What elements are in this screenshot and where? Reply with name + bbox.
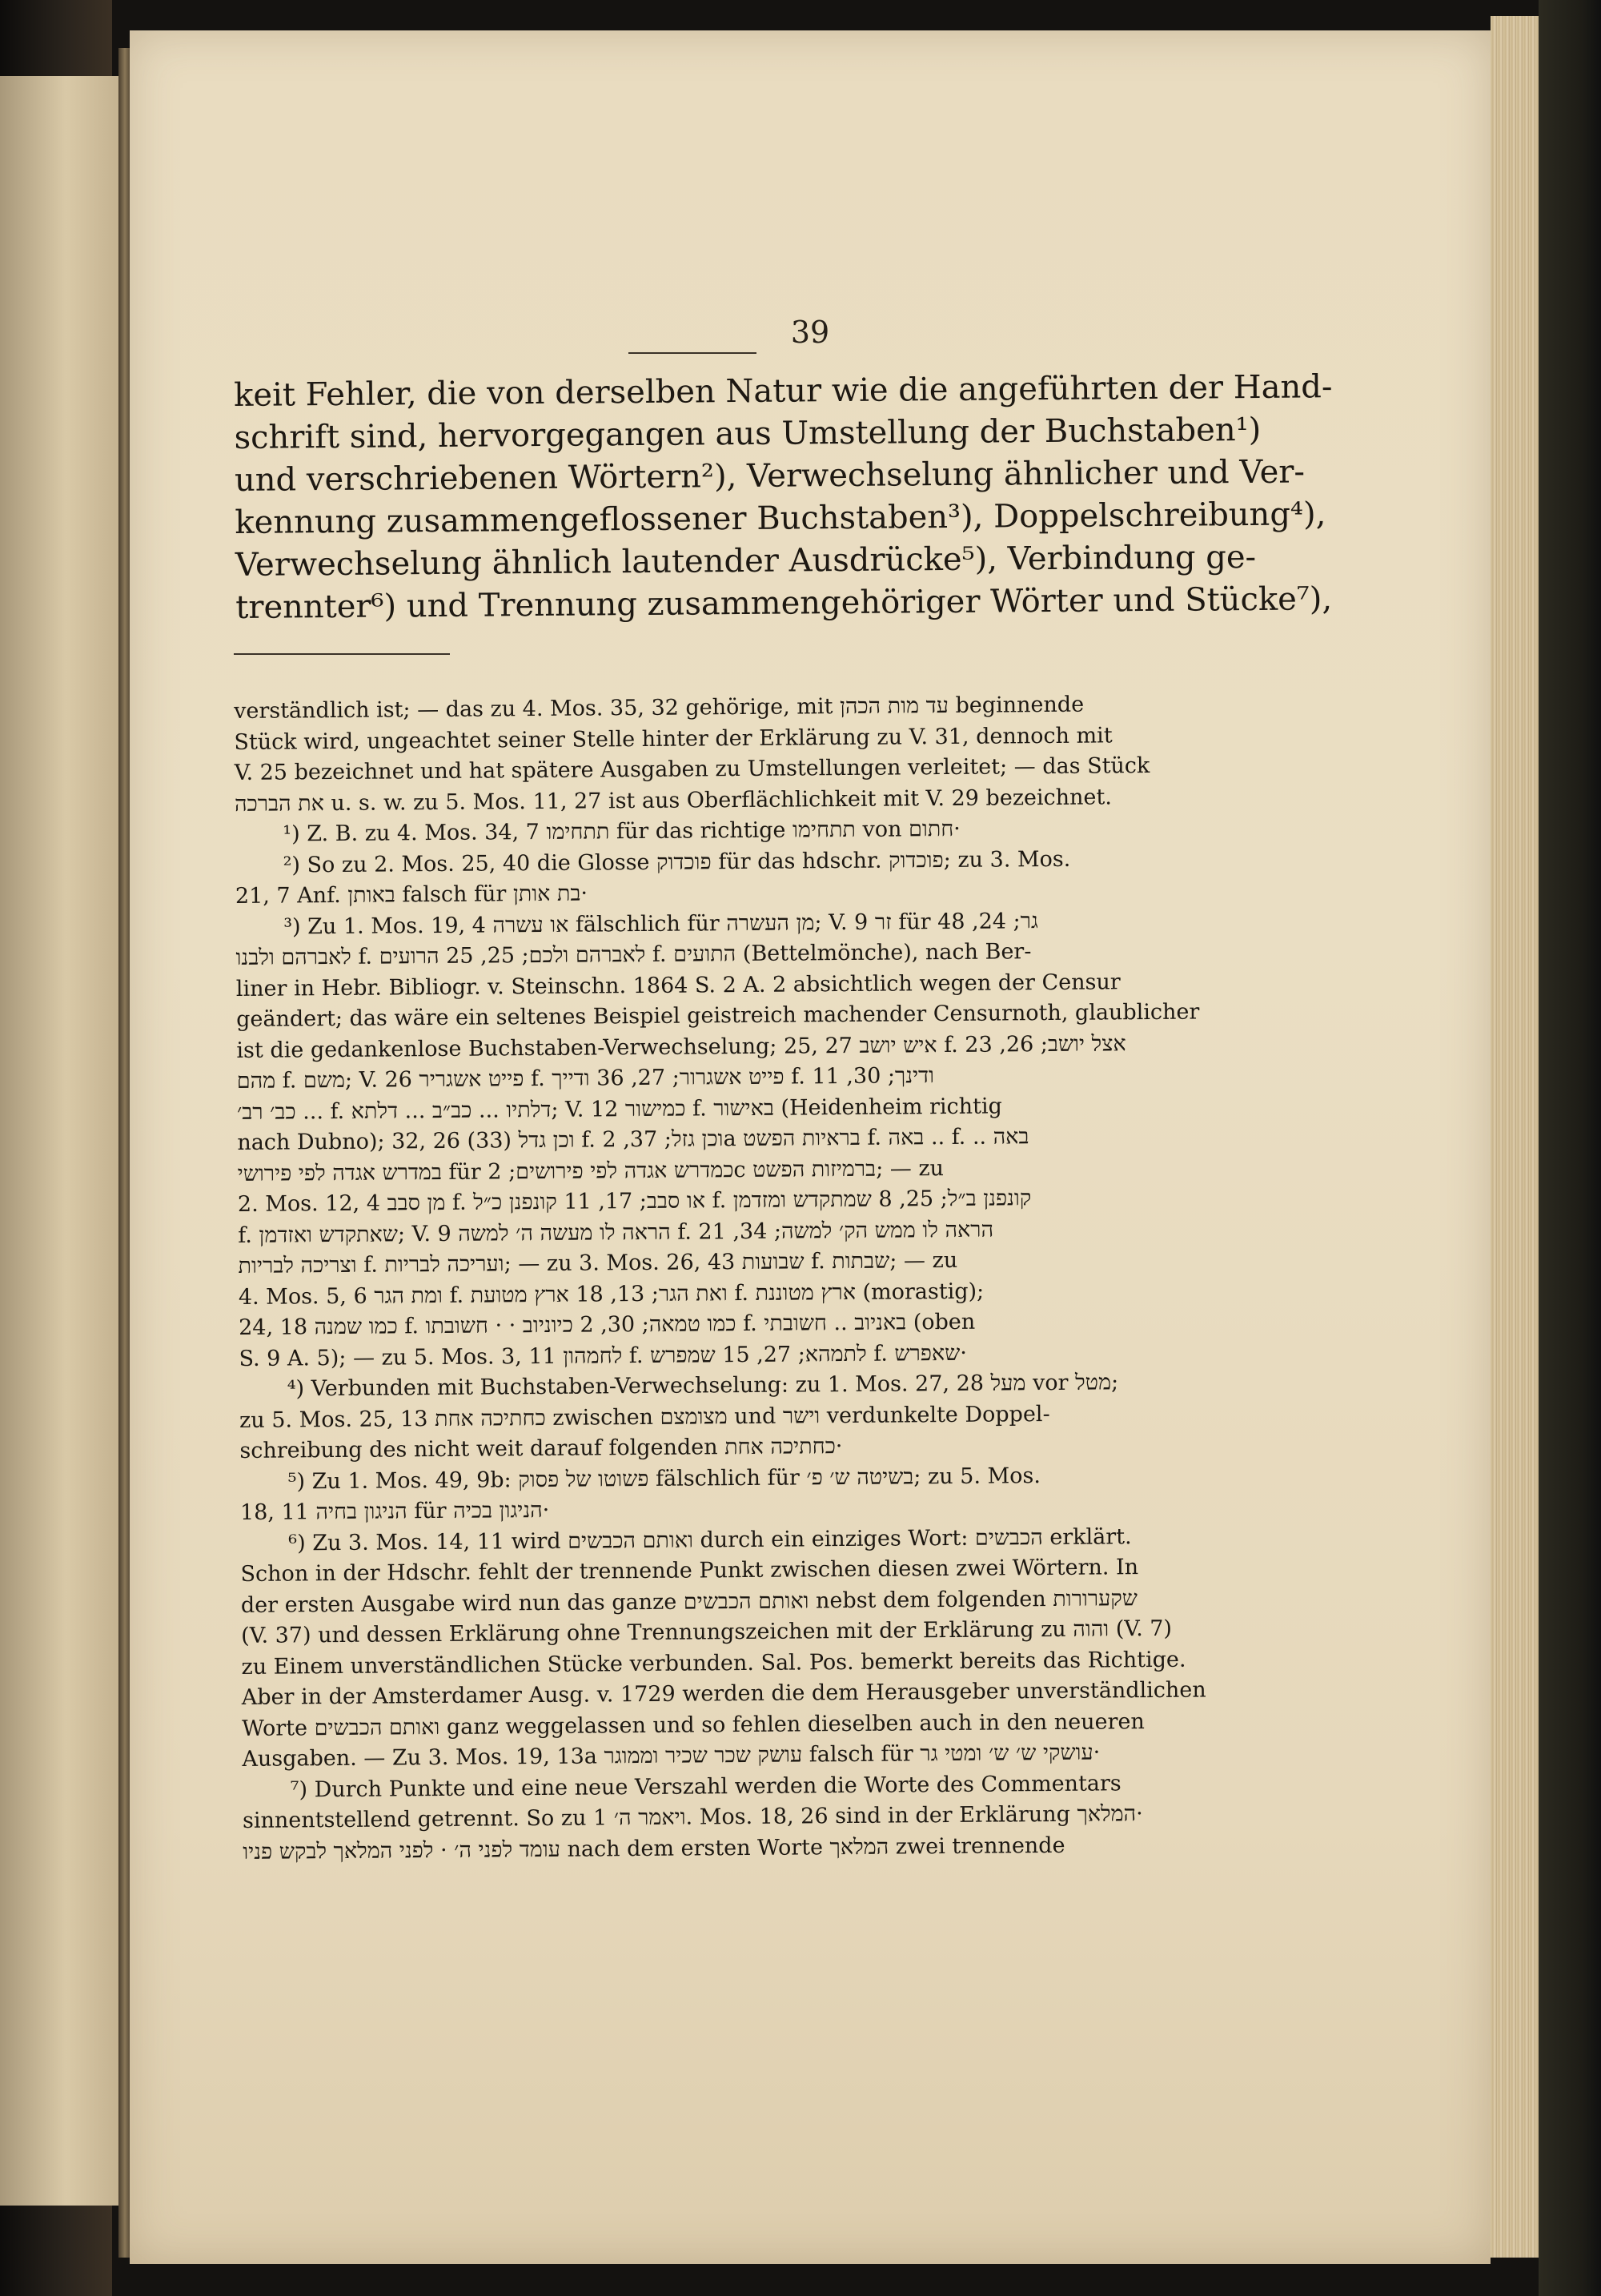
footnote-line: ist die gedankenlose Buchstaben-Verwechselung; 25, 27 איש יושב f. אצל יושב; 26, 23 <box>236 1030 1126 1063</box>
footnote-line: verständlich ist; — das zu 4. Mos. 35, 32 gehörige, mit עד מות הכהן beginnende <box>234 692 1085 724</box>
footnote-line: ⁷) Durch Punkte und eine neue Verszahl werden die Worte des Commentars <box>290 1770 1122 1802</box>
footnote-line: מהם f. משם; V. 26 פייט אשגריר f. פייט אשגרור; 27, 36 ודייך f. ודינך; 30, 11 <box>236 1063 935 1094</box>
footnote-line: Schon in der Hdschr. fehlt der trennende Punkt zwischen diesen zwei Wörtern. In <box>240 1555 1139 1587</box>
main-text-line: schrift sind, hervorgegangen aus Umstellung der Buchstaben¹) <box>234 411 1262 456</box>
footnote-line: liner in Hebr. Bibliogr. v. Steinschn. 1864 S. 2 A. 2 absichtlich wegen der Censur <box>235 969 1121 1001</box>
footnote-line: V. 25 bezeichnet und hat spätere Ausgaben zu Umstellungen verleitet; — das Stück <box>234 753 1150 785</box>
footnote-line: ³) Zu 1. Mos. 19, 4 או עשרה fälschlich für מן העשרה; V. 9 זר für גר; 24, 48 <box>283 908 1039 940</box>
footnote-separator <box>234 653 450 655</box>
footnote-line: במדרש אגדה לפי פירושי für כמדרש אגדה לפי פירושים; 2c ברמיזות הפשט; — zu <box>237 1155 945 1186</box>
footnote-line: zu Einem unverständlichen Stücke verbunden. Sal. Pos. bemerkt bereits das Richtige. <box>241 1647 1186 1680</box>
facing-page-edge <box>0 76 122 2206</box>
footnote-line: geändert; das wäre ein seltenes Beispiel geistreich machender Censurnoth, glaublicher <box>236 999 1200 1032</box>
footnote-line: S. 9 A. 5); — zu 5. Mos. 3, 11 לחמהון f. לתמהא; 27, 15 שמפרש f. שאפרש· <box>239 1340 968 1371</box>
main-text-line: Verwechselung ähnlich lautender Ausdrücke⁵), Verbindung ge- <box>235 538 1257 584</box>
main-text-line: keit Fehler, die von derselben Natur wie die angeführten der Hand- <box>234 368 1333 414</box>
footnote-line: Stück wird, ungeachtet seiner Stelle hinter der Erklärung zu V. 31, dennoch mit <box>234 722 1113 755</box>
footnote-line: f. שאתקדש ואזדמן; V. 9 הראה לו מעשה ה׳ למשה f. הראה לו ממש הק׳ למשה; 34, 21 <box>238 1217 994 1248</box>
footnote-line: 2. Mos. 12, 4 מן סבב f. או סבב; 17, 11 קונפנן כ״ל f. קונפנן ב״ל; 25, 8 שמתקדש ומזדמן <box>237 1186 1032 1217</box>
footnote-line: 24, 18 כמו שמנה f. כמו טמאה; 30, 2 כיוניוב · · חשובתו f. באניוב .. חשובתי (oben <box>239 1309 976 1340</box>
footnotes-block <box>234 688 1299 1868</box>
footnote-line: ⁶) Zu 3. Mos. 14, 11 wird ואותם הכבשים durch ein einziges Wort: הכבשים erklärt. <box>288 1523 1132 1555</box>
footnote-line: (V. 37) und dessen Erklärung ohne Trennungszeichen mit der Erklärung zu והוה (V. 7) <box>241 1616 1173 1648</box>
footnote-line: sinnentstellend getrennt. So zu ויאמר ה׳ 1. Mos. 18, 26 sind in der Erklärung המלאך· <box>242 1801 1143 1833</box>
footnote-line: וצריכה לבריות f. ועריכה לבריות; — zu 3. Mos. 26, 43 שבועות f. שבתות; — zu <box>238 1247 958 1278</box>
footnote-line: 18, 11 הניגון בחיה für הניגון בכיה· <box>239 1497 550 1525</box>
footnote-line: nach Dubno); 32, 26 (33) וכן גדל f. וכן גזל; 37, 2a בראיות הפשט f. באה .. f. .. באה <box>237 1124 1029 1155</box>
footnote-line: 21, 7 Anf. באותן falsch für בת אותן· <box>235 881 588 909</box>
footnote-line: Worte ואותם הכבשים ganz weggelassen und so fehlen dieselben auch in den neueren <box>242 1708 1145 1741</box>
footnote-line: zu 5. Mos. 25, 13 כחתיכה אחת zwischen מצומצם und וישר verdunkelte Doppel- <box>239 1401 1050 1433</box>
main-text-block <box>234 367 1333 629</box>
footnote-line: Aber in der Amsterdamer Ausg. v. 1729 werden die dem Herausgeber unverständlichen <box>241 1677 1206 1710</box>
footnote-line: der ersten Ausgabe wird nun das ganze ואותם הכבשים nebst dem folgenden שקערורות <box>240 1585 1138 1618</box>
footnote-line: עומד לפני ה׳ · לפני המלאך לבקש פניו nach dem ersten Worte המלאך zwei trennende <box>243 1832 1065 1864</box>
main-text-line: kennung zusammengeflossener Buchstaben³), Doppelschreibung⁴), <box>235 496 1326 541</box>
page-number: 39 <box>790 315 830 350</box>
main-text-line: und verschriebenen Wörtern²), Verwechselung ähnlicher und Ver- <box>234 453 1306 499</box>
footnote-line: ⁴) Verbunden mit Buchstaben-Verwechselung: zu 1. Mos. 27, 28 מעל vor מטל; <box>287 1370 1119 1402</box>
right-cover <box>1539 0 1601 2296</box>
footnote-line: כב׳ רב׳ ... f. דלתיו ... כב״ב ... דלתא; V. 12 כמישור f. באישור (Heidenheim richtig <box>236 1093 1002 1125</box>
book-page <box>130 30 1491 2264</box>
footnote-line: את הברכה u. s. w. zu 5. Mos. 11, 27 ist aus Oberflächlichkeit mit V. 29 bezeichnet. <box>234 784 1113 817</box>
page-stack-edge <box>1491 16 1539 2258</box>
footnote-line: 4. Mos. 5, 6 ומת הגר f. ואת הגר; 13, 18 ארץ מטועת f. ארץ מטוננת (morastig); <box>238 1278 985 1310</box>
page-number-rule <box>628 352 756 354</box>
footnote-line: ⁵) Zu 1. Mos. 49, 9b: פשוטו של פסוק fälschlich für בשיטה ש׳ פ׳; zu 5. Mos. <box>287 1463 1041 1494</box>
footnote-line: ¹) Z. B. zu 4. Mos. 34, 7 תתחימו für das richtige תתחימו von חתום· <box>283 816 961 847</box>
footnote-line: Ausgaben. — Zu 3. Mos. 19, 13a עושק שכר שכיר וממוגר falsch für עושקי ש׳ ש׳ ומטי גר· <box>242 1740 1101 1772</box>
footnote-line: לאברהם ולבנו f. לאברהם ולכם; 25, 25 הרועים f. התועים (Bettelmönche), nach Ber- <box>235 939 1032 970</box>
footnote-line: schreibung des nicht weit darauf folgenden כחתיכה אחת· <box>239 1434 843 1463</box>
footnote-line: ²) So zu 2. Mos. 25, 40 die Glosse פוכדוק für das hdschr. פוכדוק; zu 3. Mos. <box>283 846 1071 878</box>
main-text-line: trennter⁶) und Trennung zusammengehöriger Wörter und Stücke⁷), <box>235 580 1333 626</box>
